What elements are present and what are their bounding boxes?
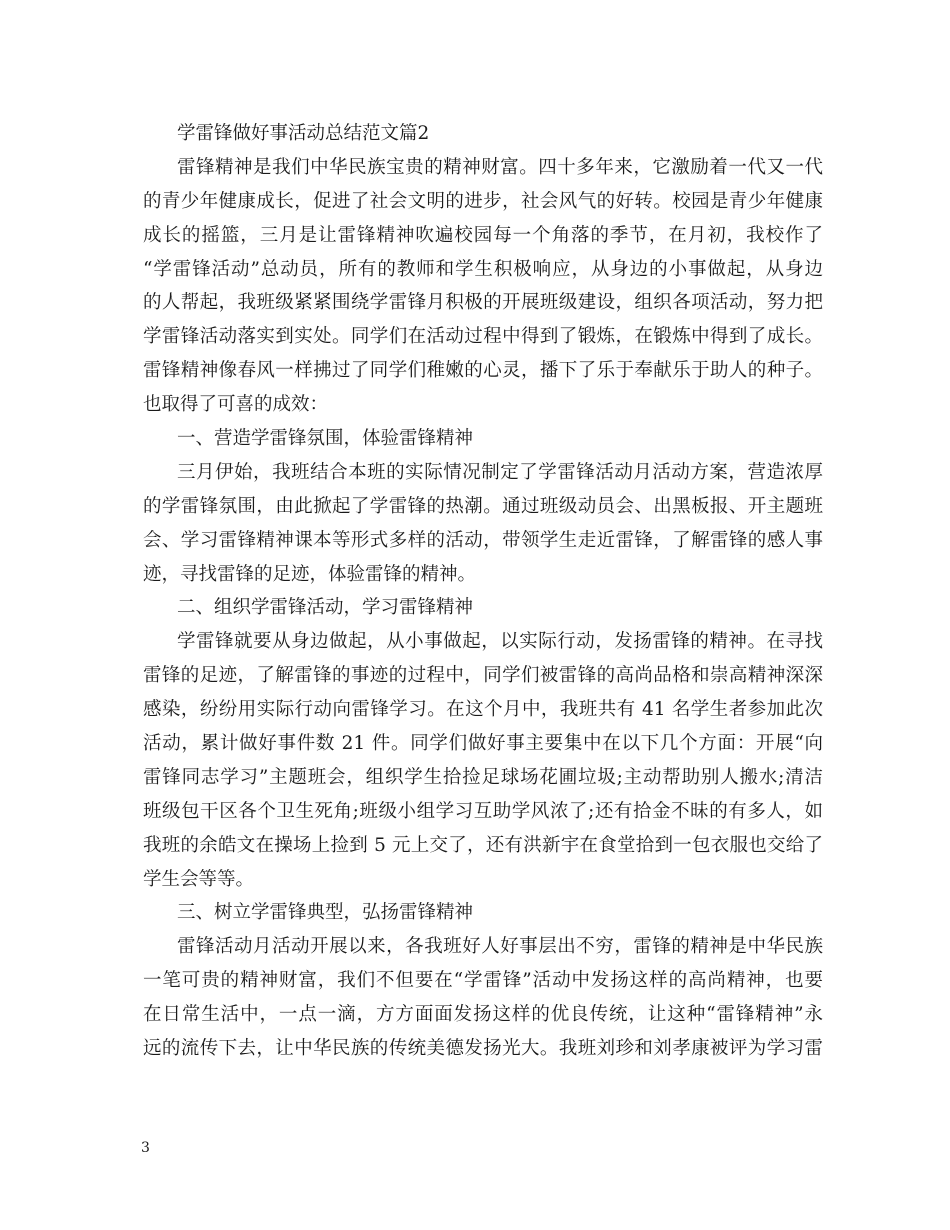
text-line: 活动，累计做好事件数 21 件。同学们做好事主要集中在以下几个方面：开展“向 — [143, 733, 823, 755]
text-line: 感染，纷纷用实际行动向雷锋学习。在这个月中，我班共有 41 名学生者参加此次 — [143, 699, 823, 721]
text-line: 雷锋精神是我们中华民族宝贵的精神财富。四十多年来，它激励着一代又一代 — [177, 156, 823, 178]
text-line: 迹，寻找雷锋的足迹，体验雷锋的精神。 — [143, 563, 477, 585]
text-line: 一笔可贵的精神财富，我们不但要在“学雷锋”活动中发扬这样的高尚精神，也要 — [143, 970, 823, 992]
text-line: 的人帮起，我班级紧紧围绕学雷锋月积极的开展班级建设，组织各项活动，努力把 — [143, 292, 823, 314]
text-line: 学雷锋就要从身边做起，从小事做起，以实际行动，发扬雷锋的精神。在寻找 — [177, 631, 823, 653]
text-line: 的学雷锋氛围，由此掀起了学雷锋的热潮。通过班级动员会、出黑板报、开主题班 — [143, 495, 823, 517]
document-body — [143, 117, 823, 1066]
text-line: 班级包干区各个卫生死角;班级小组学习互助学风浓了;还有拾金不昧的有多人，如 — [143, 800, 823, 822]
text-line: 远的流传下去，让中华民族的传统美德发扬光大。我班刘珍和刘孝康被评为学习雷 — [143, 1038, 823, 1060]
text-line: 成长的摇篮，三月是让雷锋精神吹遍校园每一个角落的季节，在月初，我校作了 — [143, 224, 823, 246]
text-line: 的青少年健康成长，促进了社会文明的进步，社会风气的好转。校园是青少年健康 — [143, 190, 823, 212]
text-line: 雷锋活动月活动开展以来，各我班好人好事层出不穷，雷锋的精神是中华民族 — [177, 936, 823, 958]
text-line: 三、树立学雷锋典型，弘扬雷锋精神 — [177, 902, 474, 924]
text-line: “学雷锋活动”总动员，所有的教师和学生积极响应，从身边的小事做起，从身边 — [143, 258, 823, 280]
page-number: 3 — [141, 1140, 150, 1156]
text-line: 也取得了可喜的成效： — [143, 394, 329, 416]
text-line: 一、营造学雷锋氛围，体验雷锋精神 — [177, 428, 474, 450]
text-line: 会、学习雷锋精神课本等形式多样的活动，带领学生走近雷锋，了解雷锋的感人事 — [143, 529, 823, 551]
text-line: 雷锋的足迹，了解雷锋的事迹的过程中，同学们被雷锋的高尚品格和崇高精神深深 — [143, 665, 823, 687]
text-line: 三月伊始，我班结合本班的实际情况制定了学雷锋活动月活动方案，营造浓厚 — [177, 461, 823, 483]
text-line: 二、组织学雷锋活动，学习雷锋精神 — [177, 597, 474, 619]
text-line: 雷锋同志学习”主题班会，组织学生拾捡足球场花圃垃圾;主动帮助别人搬水;清洁 — [143, 766, 823, 788]
text-line: 我班的余皓文在操场上捡到 5 元上交了，还有洪新宇在食堂拾到一包衣服也交给了 — [143, 834, 823, 856]
text-line: 在日常生活中，一点一滴，方方面面发扬这样的优良传统，让这种“雷锋精神”永 — [143, 1004, 823, 1026]
text-line: 学雷锋活动落实到实处。同学们在活动过程中得到了锻炼，在锻炼中得到了成长。 — [143, 326, 823, 348]
text-line: 学生会等等。 — [143, 868, 255, 890]
text-line: 雷锋精神像春风一样拂过了同学们稚嫩的心灵，播下了乐于奉献乐于助人的种子。 — [143, 360, 823, 382]
text-line: 学雷锋做好事活动总结范文篇2 — [177, 123, 430, 144]
